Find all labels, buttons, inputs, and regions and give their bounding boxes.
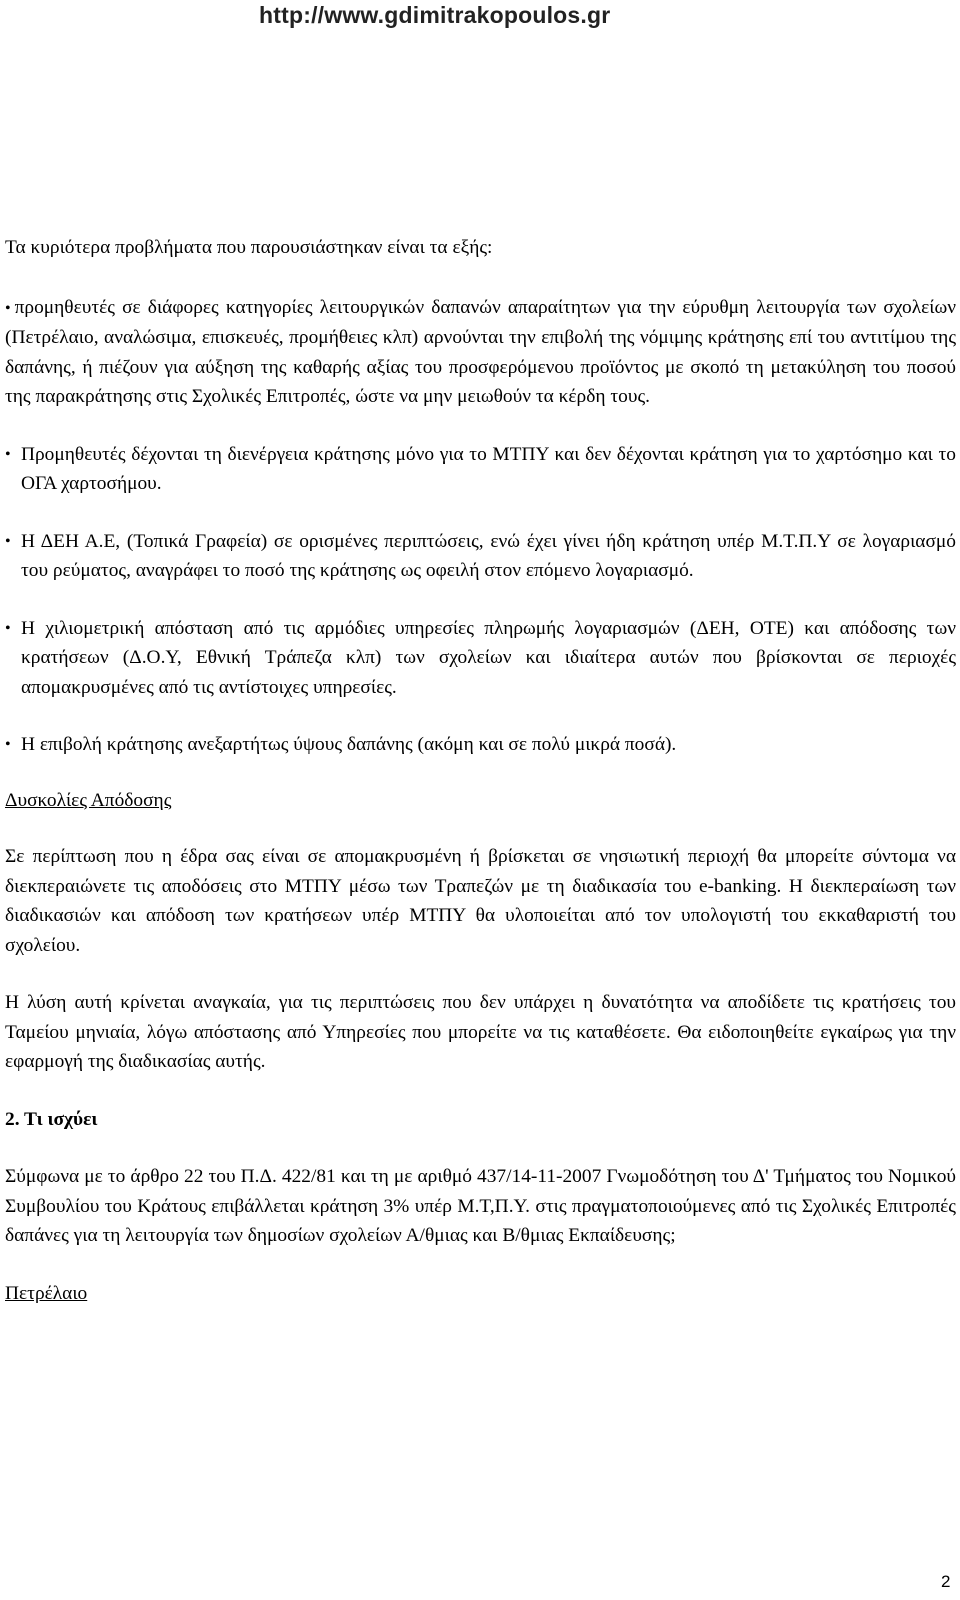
list-item — [5, 527, 956, 586]
document-body — [5, 233, 956, 1308]
bullet-icon: • — [5, 619, 11, 637]
difficulties-paragraph-2: Η λύση αυτή κρίνεται αναγκαία, για τις περιπτώσεις που δεν υπάρχει η δυνατότητα να αποδίδετε τις κρατήσεις του Ταμείου μηνιαία, λόγω απόστασης από Υπηρεσίες που μπορείτε να τις καταθέσετε. Θα ειδοποιηθείτε εγκαίρως για την εφαρμογή της διαδικασίας αυτής. — [5, 992, 956, 1072]
list-item-text: προμηθευτές σε διάφορες κατηγορίες λειτουργικών δαπανών απαραίτητων για την εύρυθμη λειτουργία των σχολείων (Πετρέλαιο, αναλώσιμα, επισκευές, προμήθειες κλπ) αρνούνται την επιβολή της νόμιμης κράτησης επί του αντιτίμου της δαπάνης, ή πιέζουν για αύξηση της καθαρής αξίας του προσφερόμενου προϊόντος με σκοπό τη μετακύληση του ποσού της παρακράτησης στις Σχολικές Επιτροπές, ώστε να μην μειωθούν τα κέρδη τους. — [5, 296, 956, 407]
intro-paragraph: Τα κυριότερα προβλήματα που παρουσιάστηκαν είναι τα εξής: — [5, 237, 493, 258]
list-item — [5, 614, 956, 703]
bullet-icon: • — [5, 445, 11, 463]
list-item — [5, 440, 956, 499]
list-item-text: Η επιβολή κράτησης ανεξαρτήτως ύψους δαπάνης (ακόμη και σε πολύ μικρά ποσά). — [21, 734, 677, 755]
applies-paragraph: Σύμφωνα με το άρθρο 22 του Π.Δ. 422/81 και τη με αριθμό 437/14-11-2007 Γνωμοδότηση του Δ' Τμήματος του Νομικού Συμβουλίου του Κράτους επιβάλλεται κράτηση 3% υπέρ Μ.Τ,Π.Υ. στις πραγματοποιούμενες από τις Σχολικές Επιτροπές δαπάνες για τη λειτουργία των δημοσίων σχολείων Α/θμιας και Β/θμιας Εκπαίδευσης; — [5, 1166, 956, 1246]
difficulties-heading: Δυσκολίες Απόδοσης — [5, 789, 172, 811]
list-item-text: Η χιλιομετρική απόσταση από τις αρμόδιες υπηρεσίες πληρωμής λογαριασμών (ΔΕΗ, ΟΤΕ) και απόδοσης των κρατήσεων (Δ.Ο.Υ, Εθνική Τράπεζα κλπ) των σχολείων και ιδιαίτερα αυτών που βρίσκονται σε περιοχές απομακρυσμένες από τις αντίστοιχες υπηρεσίες. — [21, 617, 956, 698]
list-item-text: Προμηθευτές δέχονται τη διενέργεια κράτησης μόνο για το ΜΤΠΥ και δεν δέχονται κράτηση για το χαρτόσημο και το ΟΓΑ χαρτοσήμου. — [21, 443, 956, 494]
oil-heading: Πετρέλαιο — [5, 1282, 88, 1304]
site-url-header: http://www.gdimitrakopoulos.gr — [259, 2, 611, 28]
list-item-text: Η ΔΕΗ Α.Ε, (Τοπικά Γραφεία) σε ορισμένες περιπτώσεις, ενώ έχει γίνει ήδη κράτηση υπέρ Μ.Τ.Π.Υ σε λογαριασμό του ρεύματος, αναγράφει το ποσό της κράτησης ως οφειλή στον επόμενο λογαριασμό. — [21, 530, 956, 581]
bullet-icon: • — [5, 299, 11, 317]
bullet-icon: • — [5, 532, 11, 550]
difficulties-paragraph-1: Σε περίπτωση που η έδρα σας είναι σε απομακρυσμένη ή βρίσκεται σε νησιωτική περιοχή θα μπορείτε σύντομα να διεκπεραιώνετε τις αποδόσεις στο ΜΤΠΥ μέσω των Τραπεζών με τη διαδικασία του e-banking. Η διεκπεραίωση των διαδικασιών και απόδοση των κρατήσεων υπέρ ΜΤΠΥ θα υλοποιείται από τον υπολογιστή του εκκαθαριστή του σχολείου. — [5, 846, 956, 956]
list-item — [5, 293, 956, 412]
bullet-icon: • — [5, 736, 11, 753]
list-item — [5, 730, 956, 760]
applies-heading: 2. Τι ισχύει — [5, 1108, 98, 1130]
page-number: 2 — [941, 1572, 951, 1591]
